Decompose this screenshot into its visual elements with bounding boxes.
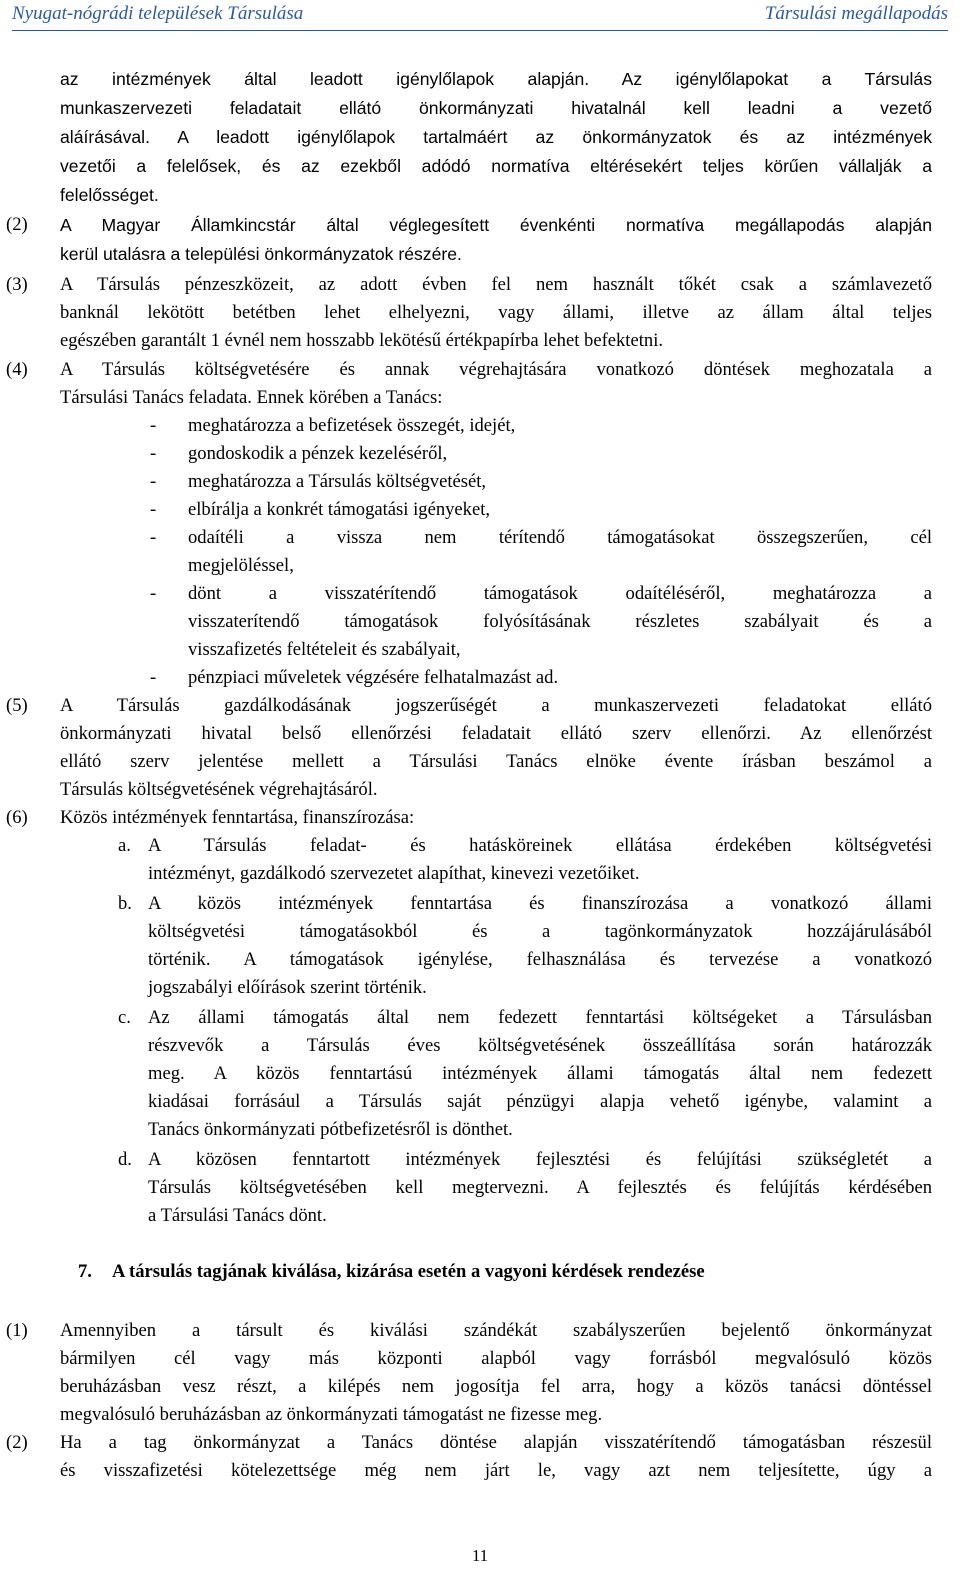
text-line: kerül utalásra a települési önkormányzatok részére. (60, 244, 462, 264)
list-item: meghatározza a Társulás költségvetését, (188, 471, 487, 492)
paragraph-number: (6) (6, 807, 28, 828)
list-item: dönt a visszatérítendő támogatások odaítéléséről, meghatározza a (188, 583, 932, 604)
text-line: a Társulási Tanács dönt. (148, 1205, 327, 1226)
text-line: munkaszervezeti feladatait ellátó önkormányzati hivatalnál kell leadni a vezető (60, 98, 932, 118)
list-dash: - (150, 667, 157, 688)
paragraph-number: (2) (6, 1432, 28, 1453)
page-header (12, 0, 948, 31)
header-doc-title: Társulási megállapodás (764, 3, 948, 24)
section-title: A társulás tagjának kiválása, kizárása esetén a vagyoni kérdések rendezése (112, 1261, 705, 1282)
list-item: elbírálja a konkrét támogatási igényeket, (188, 499, 491, 520)
list-dash: - (150, 527, 157, 548)
list-item: visszafizetés feltételeit és szabályait, (188, 639, 461, 660)
page-number: 11 (471, 1546, 489, 1565)
text-line: Tanács önkormányzati pótbefizetésről is dönthet. (148, 1119, 513, 1140)
text-line: Amennyiben a társult és kiválási szándékát szabályszerűen bejelentő önkormányzat (60, 1320, 932, 1341)
text-line: felelősséget. (60, 185, 159, 205)
text-line: A Társulás gazdálkodásának jogszerűségét a munkaszervezeti feladatokat ellátó (60, 695, 932, 716)
list-item: megjelöléssel, (188, 555, 294, 576)
text-line: Közös intézmények fenntartása, finanszírozása: (60, 807, 415, 828)
text-line: kiadásai forrásául a Társulás saját pénzügyi alapja vehető igénybe, valamint a (148, 1091, 932, 1112)
list-item: odaítéli a vissza nem térítendő támogatásokat összegszerűen, cél (188, 527, 932, 548)
list-dash: - (150, 499, 157, 520)
paragraph-number: (4) (6, 359, 28, 380)
text-line: jogszabályi előírások szerint történik. (148, 977, 427, 998)
sub-item-letter: a. (118, 835, 131, 856)
text-line: banknál lekötött betétben lehet elhelyezni, vagy állami, illetve az állam által teljes (60, 302, 932, 323)
header-org-name: Nyugat-nógrádi települések Társulása (12, 3, 304, 24)
text-line: vezetői a felelősek, és az ezekből adódó normatíva eltérésekért teljes körűen vállalják a (60, 156, 932, 176)
sub-item-letter: d. (118, 1149, 132, 1170)
text-line: költségvetési támogatásokból és a tagönkormányzatok hozzájárulásából (148, 921, 932, 942)
section-number: 7. (78, 1261, 92, 1282)
text-line: részvevők a Társulás éves költségvetésének összeállítása során határozzák (148, 1035, 932, 1056)
text-line: történik. A támogatások igénylése, felhasználása és tervezése a vonatkozó (148, 949, 932, 970)
sub-item-letter: b. (118, 893, 132, 914)
paragraph-number: (3) (6, 274, 28, 295)
text-line: A Magyar Államkincstár által véglegesített évenkénti normatíva megállapodás alapján (60, 215, 932, 235)
list-dash: - (150, 583, 157, 604)
text-line: intézményt, gazdálkodó szervezetet alapíthat, kinevezi vezetőiket. (148, 863, 640, 884)
text-line: A közös intézmények fenntartása és finanszírozása a vonatkozó állami (148, 893, 932, 914)
text-line: egészében garantált 1 évnél nem hosszabb lekötésű értékpapírba lehet befektetni. (60, 330, 664, 351)
text-line: az intézmények által leadott igénylőlapok alapján. Az igénylőlapokat a Társulás (60, 69, 932, 89)
sub-item-letter: c. (118, 1007, 131, 1028)
text-line: A Társulás pénzeszközeit, az adott évben fel nem használt tőkét csak a számlavezető (60, 274, 932, 295)
text-line: beruházásban vesz részt, a kilépés nem jogosítja fel arra, hogy a közös tanácsi döntéssel (60, 1376, 932, 1397)
list-item: visszaterítendő támogatások folyósításának részletes szabályait és a (188, 611, 932, 632)
text-line: megvalósuló beruházásban az önkormányzati támogatást ne fizesse meg. (60, 1404, 603, 1425)
text-line: Társulás költségvetésének végrehajtásáról. (60, 779, 378, 800)
text-line: A Társulás feladat- és hatásköreinek ellátása érdekében költségvetési (148, 835, 932, 856)
text-line: Társulási Tanács feladata. Ennek körében a Tanács: (60, 387, 443, 408)
list-item: pénzpiaci műveletek végzésére felhatalmazást ad. (188, 667, 559, 688)
text-line: önkormányzati hivatal belső ellenőrzési feladatait ellátó szerv ellenőrzi. Az ellenőrzést (60, 723, 932, 744)
text-line: és visszafizetési kötelezettsége még nem járt le, vagy azt nem teljesítette, úgy a (60, 1460, 932, 1481)
list-dash: - (150, 415, 157, 436)
text-line: Ha a tag önkormányzat a Tanács döntése alapján visszatérítendő támogatásban részesül (60, 1432, 932, 1453)
list-item: meghatározza a befizetések összegét, idejét, (188, 415, 516, 436)
text-line: A közösen fenntartott intézmények fejlesztési és felújítási szükségletét a (148, 1149, 932, 1170)
text-line: Az állami támogatás által nem fedezett fenntartási költségeket a Társulásban (148, 1007, 932, 1028)
list-item: gondoskodik a pénzek kezeléséről, (188, 443, 448, 464)
list-dash: - (150, 443, 157, 464)
text-line: Társulás költségvetésében kell megtervezni. A fejlesztés és felújítás kérdésében (148, 1177, 932, 1198)
paragraph-number: (2) (6, 214, 28, 235)
text-line: A Társulás költségvetésére és annak végrehajtására vonatkozó döntések meghozatala a (60, 359, 932, 380)
text-line: meg. A közös fenntartású intézmények állami támogatás által nem fedezett (148, 1063, 932, 1084)
paragraph-number: (1) (6, 1320, 28, 1341)
text-line: aláírásával. A leadott igénylőlapok tartalmáért az önkormányzatok és az intézmények (60, 127, 932, 147)
text-line: bármilyen cél vagy más központi alapból vagy forrásból megvalósuló közös (60, 1348, 932, 1369)
paragraph-number: (5) (6, 695, 28, 716)
text-line: ellátó szerv jelentése mellett a Társulási Tanács elnöke évente írásban beszámol a (60, 751, 932, 772)
list-dash: - (150, 471, 157, 492)
